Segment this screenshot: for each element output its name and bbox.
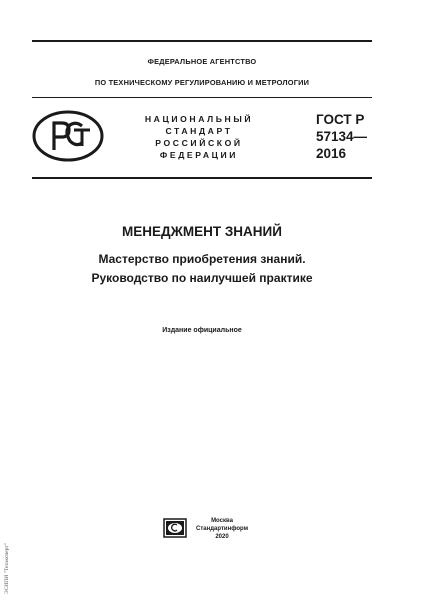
header-rule [32, 97, 372, 98]
agency-line-2: ПО ТЕХНИЧЕСКОМУ РЕГУЛИРОВАНИЮ И МЕТРОЛОГИИ [94, 78, 310, 87]
national-line-1: НАЦИОНАЛЬНЫЙ [144, 114, 254, 124]
national-line-4: ФЕДЕРАЦИИ [159, 150, 239, 160]
gost-r-logo-icon [32, 110, 104, 162]
standartinform-logo-icon [163, 518, 187, 538]
gost-r-logo [32, 110, 104, 162]
publisher-year: 2020 [215, 534, 229, 540]
edition-label: Издание официальное [162, 327, 242, 334]
national-line-3: РОССИЙСКОЙ [155, 138, 243, 148]
publisher-name: Стандартинформ [196, 526, 249, 532]
document-subtitle-line-1: Мастерство приобретения знаний. [98, 252, 306, 266]
top-rule [32, 40, 372, 42]
block-rule [32, 177, 372, 179]
publisher-city: Москва [211, 518, 233, 524]
document-subtitle-line-2: Руководство по наилучшей практике [91, 271, 313, 285]
gost-designation-line-3: 2016 [316, 146, 347, 161]
national-line-2: СТАНДАРТ [165, 126, 233, 136]
gost-designation-line-2: 57134— [316, 129, 368, 144]
publisher-logo [163, 518, 187, 538]
agency-line-1: ФЕДЕРАЛЬНОЕ АГЕНТСТВО [147, 57, 257, 66]
side-watermark: ЭСИПИ "Техэксперт" [4, 542, 10, 594]
document-title: МЕНЕДЖМЕНТ ЗНАНИЙ [122, 224, 282, 239]
gost-designation-line-1: ГОСТ Р [316, 112, 365, 127]
